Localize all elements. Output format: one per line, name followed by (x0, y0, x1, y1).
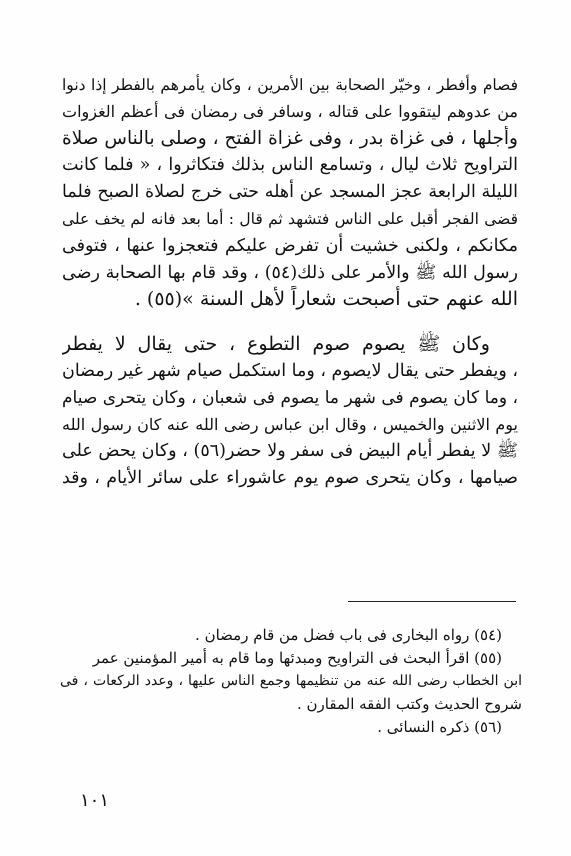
paragraph-1 (62, 72, 518, 313)
text-line: التراويح ثلاث ليال ، وتسامع الناس بذلك فتكاثروا ، « فلما كانت (62, 155, 518, 176)
footnote-56: (٥٦) ذكره النسائى . (377, 718, 502, 736)
paragraph-2 (62, 331, 518, 492)
text-line: فصام وأفطر ، وخيّر الصحابة بين الأمرين ، وكان يأمرهم بالفطر إذا دنوا (62, 76, 518, 94)
footnote-55-end: شروح الحديث وكتب الفقه المقارن . (297, 695, 522, 713)
page-number: ١٠١ (80, 790, 110, 811)
text-line: رسول الله ﷺ والأمر على ذلك(٥٤) ، وقد قام بها الصحابة رضى (62, 262, 518, 283)
footnote-55-continued: ابن الخطاب رضى الله عنه من تنظيمها وجمع الناس عليها ، وعدد الركعات ، فى (60, 673, 522, 689)
text-line: الله عنهم حتى أصبحت شعاراً لأهل السنة »(٥٥) . (134, 288, 518, 311)
text-line: وأجلها ، فى غزاة بدر ، وفى غزاة الفتح ، وصلى بالناس صلاة (62, 127, 518, 149)
text-line: ﷺ لا يفطر أيام البيض فى سفر ولا حضر(٥٦) ، وكان يحض على (62, 441, 518, 462)
text-line: ، وما كان يصوم فى شهر ما يصوم فى شعبان ، وكان يتحرى صيام (62, 387, 518, 408)
footnote-54: (٥٤) رواه البخارى فى باب فضل من قام رمضان . (195, 626, 502, 644)
text-line: وكان ﷺ يصوم صوم التطوع ، حتى يقال لا يفطر (62, 333, 490, 356)
text-line: قضى الفجر أقبل على الناس فتشهد ثم قال : أما بعد فانه لم يخف على (62, 209, 518, 228)
footnotes (60, 624, 522, 739)
text-line: الليلة الرابعة عجز المسجد عن أهله حتى خرج لصلاة الصبح فلما (62, 182, 518, 203)
text-line: من عدوهم ليتقووا على قتاله ، وسافر فى رمضان فى أعظم الغزوات (62, 101, 518, 121)
text-line: مكانكم ، ولكنى خشيت أن تفرض عليكم فتعجزوا عنها ، فتوفى (62, 235, 518, 256)
footnote-divider (348, 601, 516, 602)
text-line: صيامها ، وكان يتحرى صوم يوم عاشوراء على سائر الأيام ، وقد (62, 468, 518, 489)
footnote-55: (٥٥) اقرأ البحث فى التراويح ومبدئها وما قام به أمير المؤمنين عمر (92, 649, 502, 667)
body-text (62, 72, 518, 492)
text-line: ، ويفطر حتى يقال لايصوم ، وما استكمل صيام شهر غير رمضان (62, 360, 518, 381)
text-line: يوم الاثنين والخميس ، وقال ابن عباس رضى الله عنه كان رسول الله (62, 414, 518, 434)
